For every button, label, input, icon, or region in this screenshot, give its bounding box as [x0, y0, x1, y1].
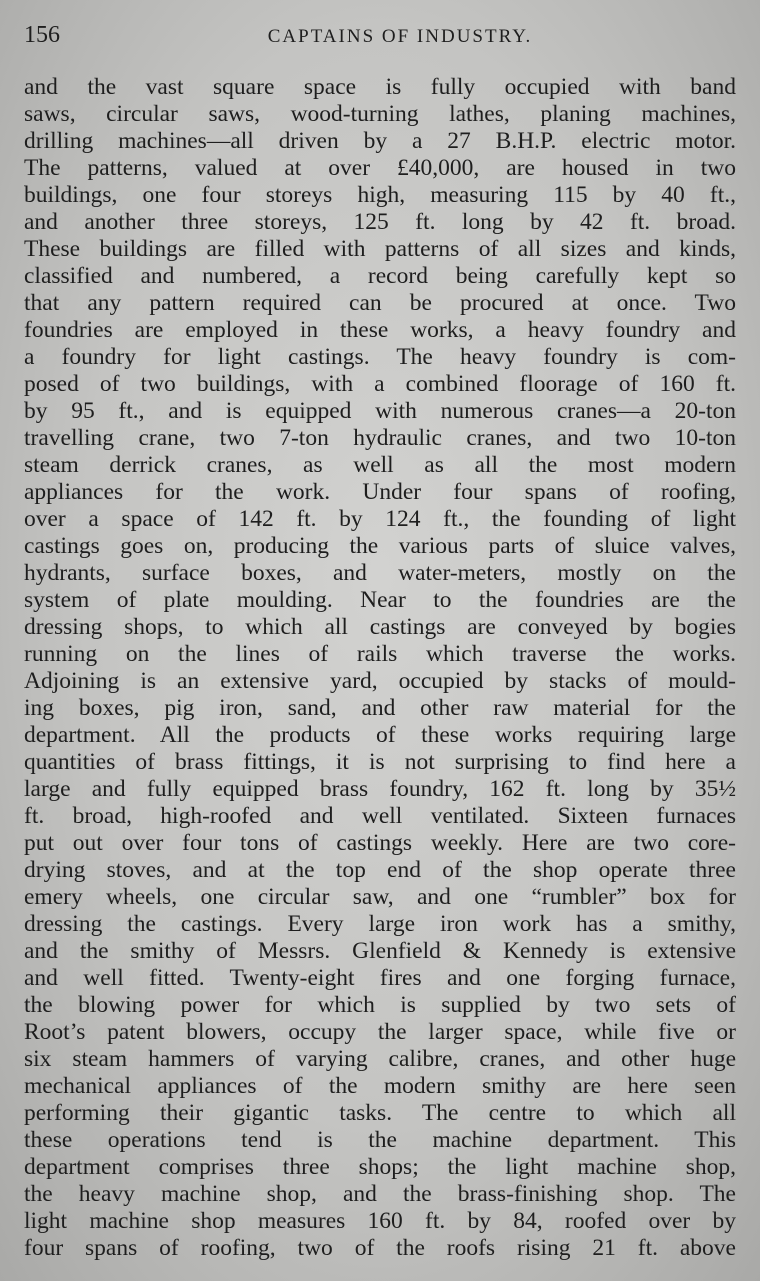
- text-line-content: and the vast square space is fully occupied with band: [24, 74, 736, 100]
- text-line: [24, 344, 736, 371]
- text-line-content: that any pattern required can be procured at once. Two: [24, 290, 736, 316]
- text-line-content: light machine shop measures 160 ft. by 84, roofed over by: [24, 1208, 736, 1234]
- text-line-content: saws, circular saws, wood-turning lathes, planing machines,: [24, 101, 736, 127]
- text-line-content: castings goes on, producing the various parts of sluice valves,: [24, 533, 736, 559]
- text-line: [24, 587, 736, 614]
- text-line: [24, 317, 736, 344]
- text-line-content: the blowing power for which is supplied by two sets of: [24, 992, 736, 1018]
- text-line-content: travelling crane, two 7-ton hydraulic cranes, and two 10-ton: [24, 425, 736, 451]
- text-line-content: The patterns, valued at over £40,000, are housed in two: [24, 155, 736, 181]
- text-line-content: and well fitted. Twenty-eight fires and one forging furnace,: [24, 965, 736, 991]
- text-line: [24, 560, 736, 587]
- text-line: [24, 1154, 736, 1181]
- text-line-content: quantities of brass fittings, it is not surprising to find here a: [24, 749, 736, 775]
- page-header: [24, 22, 736, 52]
- text-line-content: over a space of 142 ft. by 124 ft., the founding of light: [24, 506, 736, 532]
- text-line: [24, 182, 736, 209]
- text-line: [24, 398, 736, 425]
- text-line: [24, 938, 736, 965]
- text-line: [24, 614, 736, 641]
- text-line: [24, 101, 736, 128]
- text-line-content: a foundry for light castings. The heavy foundry is com-: [24, 344, 736, 370]
- page-body-text: [24, 74, 736, 1262]
- text-line: [24, 290, 736, 317]
- text-line: [24, 1208, 736, 1235]
- text-line: [24, 371, 736, 398]
- text-line-content: large and fully equipped brass foundry, 162 ft. long by 35½: [24, 776, 736, 802]
- text-line: [24, 749, 736, 776]
- text-line-content: department. All the products of these works requiring large: [24, 722, 736, 748]
- text-line-content: the heavy machine shop, and the brass-finishing shop. The: [24, 1181, 736, 1207]
- text-line: [24, 263, 736, 290]
- text-line: [24, 128, 736, 155]
- text-line: [24, 533, 736, 560]
- text-line-content: performing their gigantic tasks. The centre to which all: [24, 1100, 736, 1126]
- text-line: [24, 911, 736, 938]
- text-line: [24, 884, 736, 911]
- text-line: [24, 1181, 736, 1208]
- text-line-content: put out over four tons of castings weekly. Here are two core-: [24, 830, 736, 856]
- text-line: [24, 479, 736, 506]
- text-line: [24, 1127, 736, 1154]
- running-title: CAPTAINS OF INDUSTRY.: [267, 26, 533, 47]
- text-line-content: dressing shops, to which all castings are conveyed by bogies: [24, 614, 736, 640]
- text-line-content: and the smithy of Messrs. Glenfield & Kennedy is extensive: [24, 938, 736, 964]
- text-line-content: foundries are employed in these works, a heavy foundry and: [24, 317, 736, 343]
- text-line: [24, 695, 736, 722]
- text-line-content: running on the lines of rails which traverse the works.: [24, 641, 736, 667]
- text-line: [24, 1046, 736, 1073]
- text-line: [24, 803, 736, 830]
- text-line: [24, 965, 736, 992]
- text-line-content: Root’s patent blowers, occupy the larger space, while five or: [24, 1019, 736, 1045]
- text-line: [24, 1073, 736, 1100]
- text-line-content: emery wheels, one circular saw, and one “rumbler” box for: [24, 884, 736, 910]
- text-line: [24, 155, 736, 182]
- text-line: [24, 1019, 736, 1046]
- text-line: [24, 236, 736, 263]
- text-line-content: drying stoves, and at the top end of the shop operate three: [24, 857, 736, 883]
- text-line-content: by 95 ft., and is equipped with numerous cranes—a 20-ton: [24, 398, 736, 424]
- text-line-content: and another three storeys, 125 ft. long by 42 ft. broad.: [24, 209, 736, 235]
- text-line-content: steam derrick cranes, as well as all the most modern: [24, 452, 736, 478]
- text-line: [24, 1100, 736, 1127]
- text-line: [24, 1235, 736, 1262]
- text-line-content: hydrants, surface boxes, and water-meters, mostly on the: [24, 560, 736, 586]
- text-line: [24, 452, 736, 479]
- text-line: [24, 830, 736, 857]
- text-line: [24, 776, 736, 803]
- text-line-content: four spans of roofing, two of the roofs rising 21 ft. above: [24, 1235, 736, 1261]
- text-line: [24, 992, 736, 1019]
- text-line-content: Adjoining is an extensive yard, occupied by stacks of mould-: [24, 668, 736, 694]
- text-line-content: these operations tend is the machine department. This: [24, 1127, 736, 1153]
- text-line-content: system of plate moulding. Near to the foundries are the: [24, 587, 736, 613]
- text-line-content: posed of two buildings, with a combined floorage of 160 ft.: [24, 371, 736, 397]
- text-line-content: department comprises three shops; the light machine shop,: [24, 1154, 736, 1180]
- text-line-content: buildings, one four storeys high, measuring 115 by 40 ft.,: [24, 182, 736, 208]
- text-line-content: These buildings are filled with patterns of all sizes and kinds,: [24, 236, 736, 262]
- text-line-content: six steam hammers of varying calibre, cranes, and other huge: [24, 1046, 736, 1072]
- text-line: [24, 74, 736, 101]
- page-number: 156: [24, 22, 60, 48]
- text-line-content: mechanical appliances of the modern smithy are here seen: [24, 1073, 736, 1099]
- text-line: [24, 425, 736, 452]
- text-line: [24, 506, 736, 533]
- text-line-content: classified and numbered, a record being carefully kept so: [24, 263, 736, 289]
- text-line: [24, 209, 736, 236]
- text-line-content: ing boxes, pig iron, sand, and other raw material for the: [24, 695, 736, 721]
- text-line-content: dressing the castings. Every large iron work has a smithy,: [24, 911, 736, 937]
- text-line-content: appliances for the work. Under four spans of roofing,: [24, 479, 736, 505]
- text-line-content: drilling machines—all driven by a 27 B.H.P. electric motor.: [24, 128, 736, 154]
- text-line: [24, 857, 736, 884]
- text-line: [24, 641, 736, 668]
- text-line: [24, 722, 736, 749]
- text-line-content: ft. broad, high-roofed and well ventilated. Sixteen furnaces: [24, 803, 736, 829]
- text-line: [24, 668, 736, 695]
